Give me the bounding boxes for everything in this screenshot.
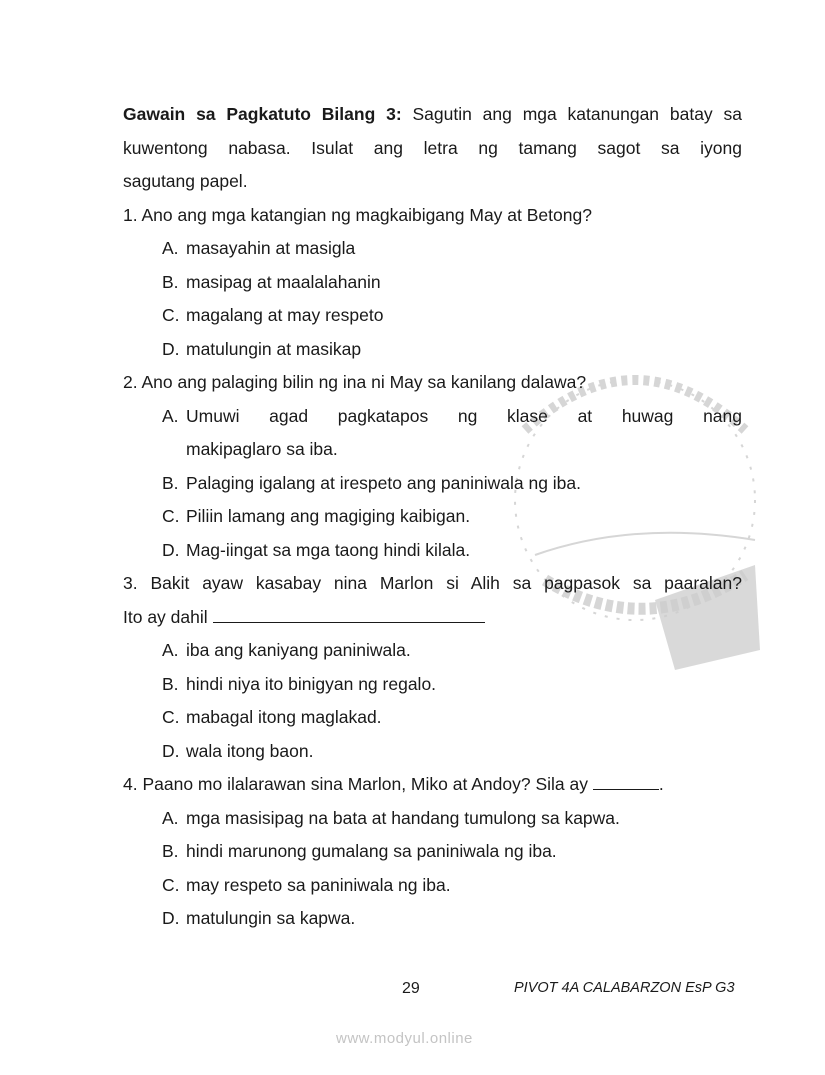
question-3-line2	[123, 601, 742, 635]
option-letter: B.	[162, 472, 179, 493]
option-text: iba ang kaniyang paniniwala.	[186, 640, 411, 660]
option-letter: A.	[162, 238, 179, 258]
question-3: 3. Bakit ayaw kasabay nina Marlon si Alih sa pagpasok sa paaralan?	[123, 573, 742, 593]
option-3d	[123, 735, 742, 769]
option-letter: D.	[162, 539, 180, 560]
option-letter: B.	[162, 673, 179, 694]
activity-header	[123, 98, 742, 132]
option-letter: A.	[162, 405, 179, 426]
option-text: mabagal itong maglakad.	[186, 707, 382, 727]
option-text: masipag at maalalahanin	[186, 271, 381, 292]
option-3b	[123, 668, 742, 702]
option-4c	[123, 869, 742, 903]
question-4-end: .	[658, 774, 664, 794]
option-4a	[123, 802, 742, 836]
option-4b	[123, 835, 742, 869]
option-letter: D.	[162, 338, 180, 359]
option-2a	[123, 400, 742, 434]
question-2: 2. Ano ang palaging bilin ng ina ni May sa kanilang dalawa?	[123, 372, 587, 392]
option-text: matulungin sa kapwa.	[186, 908, 356, 928]
option-text: matulungin at masikap	[186, 338, 362, 359]
option-1c	[123, 299, 742, 333]
question-1: 1. Ano ang mga katangian ng magkaibigang May at Betong?	[123, 204, 592, 225]
option-text: hindi niya ito binigyan ng regalo.	[186, 673, 437, 694]
option-text: wala itong baon.	[186, 740, 314, 761]
instruction-text: sagutang papel.	[123, 171, 248, 191]
option-text: magalang at may respeto	[186, 305, 384, 325]
question-4	[123, 768, 742, 802]
option-text: Piliin lamang ang magiging kaibigan.	[186, 506, 471, 526]
option-letter: B.	[162, 271, 179, 292]
module-title: PIVOT 4A CALABARZON EsP G3	[514, 980, 735, 996]
option-letter: A.	[162, 807, 179, 828]
option-text: Palaging igalang at irespeto ang paniniwala ng iba.	[186, 472, 582, 493]
site-watermark: www.modyul.online	[336, 1030, 473, 1047]
option-3c	[123, 701, 742, 735]
question-3-lead: Ito ay dahil	[123, 606, 208, 627]
option-letter: C.	[162, 506, 180, 526]
option-letter: C.	[162, 305, 180, 325]
option-text: Mag-iingat sa mga taong hindi kilala.	[186, 539, 471, 560]
option-text: Umuwi agad pagkatapos ng klase at huwag nang	[186, 405, 742, 426]
option-1d	[123, 333, 742, 367]
question-4-text: 4. Paano mo ilalarawan sina Marlon, Miko at Andoy? Sila ay	[123, 774, 588, 794]
answer-blank	[213, 608, 485, 623]
option-text: may respeto sa paniniwala ng iba.	[186, 874, 451, 895]
option-2a-continuation: makipaglaro sa iba.	[186, 439, 338, 459]
option-3a	[123, 634, 742, 668]
activity-title: Gawain sa Pagkatuto Bilang 3:	[123, 104, 402, 124]
option-letter: B.	[162, 841, 179, 861]
option-letter: D.	[162, 908, 180, 928]
answer-blank	[593, 775, 659, 790]
option-1b	[123, 266, 742, 300]
option-text: masayahin at masigla	[186, 238, 356, 258]
activity-content	[123, 98, 742, 936]
option-2d	[123, 534, 742, 568]
instruction-text: kuwentong nabasa. Isulat ang letra ng tamang sagot sa iyong	[123, 137, 742, 158]
option-2c	[123, 500, 742, 534]
option-text: mga masisipag na bata at handang tumulong sa kapwa.	[186, 807, 620, 828]
option-2b	[123, 467, 742, 501]
option-letter: C.	[162, 707, 180, 727]
option-letter: D.	[162, 740, 180, 761]
option-1a	[123, 232, 742, 266]
page-number: 29	[402, 980, 420, 997]
option-4d	[123, 902, 742, 936]
option-letter: A.	[162, 640, 179, 660]
option-letter: C.	[162, 874, 180, 895]
instruction-text: Sagutin ang mga katanungan batay sa	[401, 104, 742, 124]
option-text: hindi marunong gumalang sa paniniwala ng iba.	[186, 841, 557, 861]
